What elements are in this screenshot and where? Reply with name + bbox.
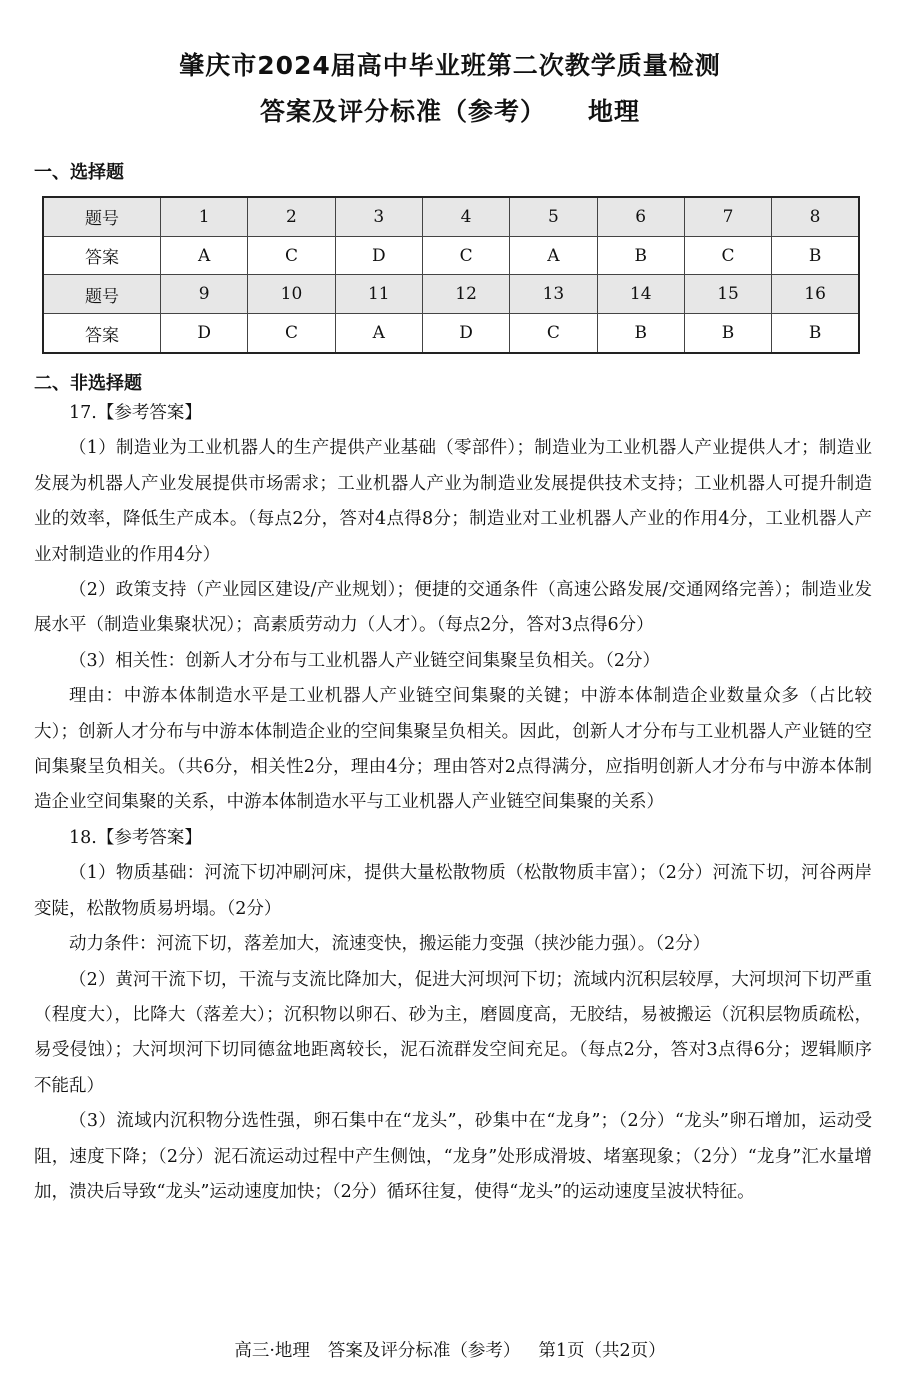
answer-cell: B	[772, 236, 859, 275]
question-number-cell: 11	[335, 275, 422, 314]
question-number-cell: 10	[248, 275, 335, 314]
answer-paragraph: （2）政策支持（产业园区建设/产业规划）；便捷的交通条件（高速公路发展/交通网络完善）；制造业发展水平（制造业集聚状况）；高素质劳动力（人才）。（每点2分，答对3点得6分）	[34, 580, 872, 636]
answer-cell: A	[335, 314, 422, 353]
answer-table	[42, 196, 860, 354]
answer-body	[34, 396, 872, 1210]
table-row	[43, 197, 859, 236]
answer-paragraph: （1）物质基础：河流下切冲刷河床，提供大量松散物质（松散物质丰富）；（2分）河流下切，河谷两岸变陡，松散物质易坍塌。（2分）	[34, 863, 872, 919]
question-number-cell: 2	[248, 197, 335, 236]
question-number-cell: 13	[510, 275, 597, 314]
answer-cell: B	[597, 236, 684, 275]
page-footer	[0, 1337, 900, 1362]
section-heading-nonchoice: 二、非选择题	[34, 373, 142, 394]
question-number-cell: 12	[422, 275, 509, 314]
answer-cell: C	[248, 236, 335, 275]
question-number-cell: 8	[772, 197, 859, 236]
question-number-cell: 16	[772, 275, 859, 314]
answer-cell: D	[335, 236, 422, 275]
answer-paragraph: （3）相关性：创新人才分布与工业机器人产业链空间集聚呈负相关。（2分）	[69, 650, 661, 671]
answer-cell: B	[684, 314, 771, 353]
question-number-cell: 7	[684, 197, 771, 236]
table-row	[43, 314, 859, 353]
page-subtitle	[0, 92, 900, 128]
question-number-cell: 1	[161, 197, 248, 236]
footer-page-number: 第1页（共2页）	[538, 1341, 666, 1361]
answer-cell: C	[510, 314, 597, 353]
answer-cell: D	[422, 314, 509, 353]
answer-paragraph: （1）制造业为工业机器人的生产提供产业基础（零部件）；制造业为工业机器人产业提供人才；制造业发展为机器人产业发展提供市场需求；工业机器人产业为制造业发展提供技术支持；工业机器人可提升制造业的效率，降低生产成本。（每点2分，答对4点得8分；制造业对工业机器人产业的作用4分，工业机器人产业对制造业的作用4分）	[34, 438, 872, 565]
answer-cell: C	[422, 236, 509, 275]
answer-paragraph: （3）流域内沉积物分选性强，卵石集中在“龙头”，砂集中在“龙身”；（2分）“龙头”卵石增加，运动受阻，速度下降；（2分）泥石流运动过程中产生侧蚀，“龙身”处形成滑坡、堵塞现象；（2分）“龙身”汇水量增加，溃决后导致“龙头”运动速度加快；（2分）循环往复，使得“龙头”的运动速度呈波状特征。	[34, 1111, 872, 1202]
question-number-cell: 5	[510, 197, 597, 236]
answer-cell: A	[161, 236, 248, 275]
answer-paragraph: 动力条件：河流下切，落差加大，流速变快，搬运能力变强（挟沙能力强）。（2分）	[69, 934, 711, 955]
answer-cell: C	[684, 236, 771, 275]
table-row	[43, 275, 859, 314]
row-label: 答案	[43, 314, 161, 353]
answer-cell: D	[161, 314, 248, 353]
answer-cell: C	[248, 314, 335, 353]
footer-grade-subject: 高三·地理	[234, 1341, 310, 1361]
answer-paragraph: 理由：中游本体制造水平是工业机器人产业链空间集聚的关键；中游本体制造企业数量众多（占比较大）；创新人才分布与中游本体制造企业的空间集聚呈负相关。因此，创新人才分布与工业机器人产业链的空间集聚呈负相关。（共6分，相关性2分，理由4分；理由答对2点得满分，应指明创新人才分布与中游本体制造企业空间集聚的关系，中游本体制造水平与工业机器人产业链空间集聚的关系）	[34, 686, 872, 813]
answer-paragraph: 17.【参考答案】	[69, 403, 202, 423]
table-row	[43, 236, 859, 275]
section-heading-choice: 一、选择题	[34, 162, 124, 183]
question-number-cell: 4	[422, 197, 509, 236]
row-label: 题号	[43, 275, 161, 314]
footer-doc-title: 答案及评分标准（参考）	[327, 1341, 521, 1361]
answer-paragraph: （2）黄河干流下切，干流与支流比降加大，促进大河坝河下切；流域内沉积层较厚，大河坝河下切严重（程度大），比降大（落差大）；沉积物以卵石、砂为主，磨圆度高，无胶结，易被搬运（沉积层物质疏松，易受侵蚀）；大河坝河下切同德盆地距离较长，泥石流群发空间充足。（每点2分，答对3点得6分；逻辑顺序不能乱）	[34, 969, 872, 1096]
question-number-cell: 3	[335, 197, 422, 236]
page-title: 肇庆市2024届高中毕业班第二次教学质量检测	[179, 51, 721, 80]
answer-paragraph: 18.【参考答案】	[69, 827, 202, 848]
question-number-cell: 15	[684, 275, 771, 314]
answer-cell: B	[772, 314, 859, 353]
answer-cell: A	[510, 236, 597, 275]
question-number-cell: 9	[161, 275, 248, 314]
answer-cell: B	[597, 314, 684, 353]
question-number-cell: 14	[597, 275, 684, 314]
row-label: 答案	[43, 236, 161, 275]
subject-label: 地理	[588, 97, 641, 126]
question-number-cell: 6	[597, 197, 684, 236]
row-label: 题号	[43, 197, 161, 236]
subtitle-main: 答案及评分标准（参考）	[259, 97, 546, 126]
